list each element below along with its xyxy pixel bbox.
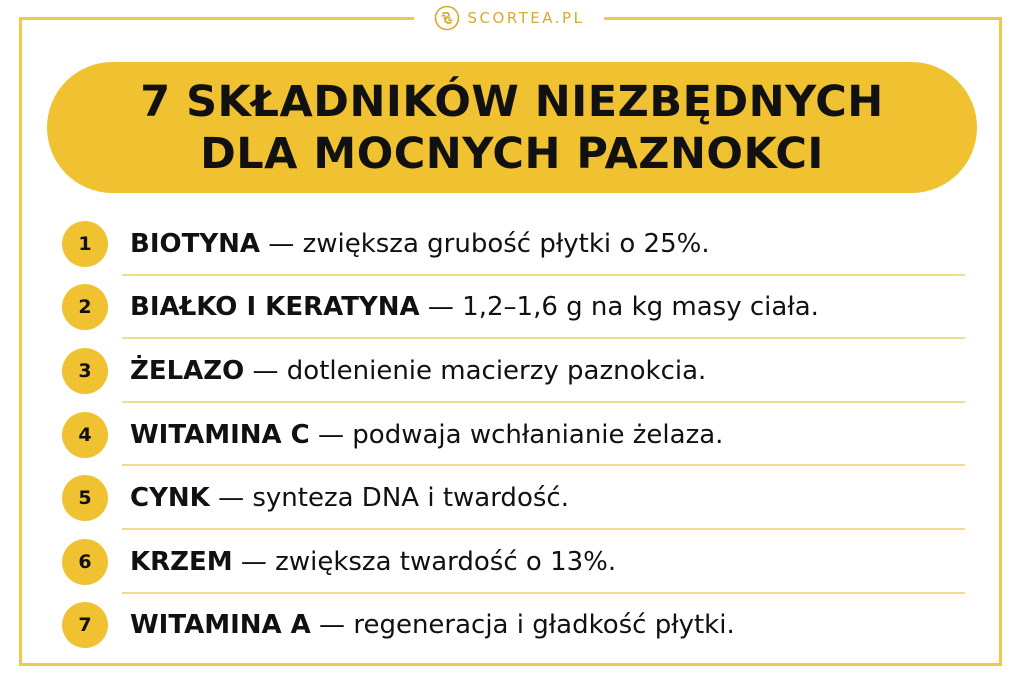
item-description: — podwaja wchłanianie żelaza.: [309, 419, 724, 450]
item-description: — 1,2–1,6 g na kg masy ciała.: [419, 292, 819, 323]
item-label: BIAŁKO I KERATYNA: [130, 292, 420, 323]
brand-name: SCORTEA.PL: [467, 9, 585, 27]
item-number-badge: 7: [62, 602, 108, 648]
list-item: [60, 403, 965, 467]
item-text: [130, 610, 735, 640]
item-text: [130, 547, 616, 577]
item-label: CYNK: [130, 483, 210, 514]
item-description: — regeneracja i gładkość płytki.: [310, 610, 735, 641]
list-item: [60, 212, 965, 276]
list-item: [60, 339, 965, 403]
list-item: [60, 594, 965, 658]
item-description: — dotlenienie macierzy paznokcia.: [244, 355, 707, 386]
item-description: — zwiększa grubość płytki o 25%.: [260, 228, 710, 259]
title-banner: [47, 62, 977, 193]
item-text: [130, 292, 819, 322]
item-description: — zwiększa twardość o 13%.: [232, 546, 617, 577]
item-text: [130, 229, 710, 259]
brand-header: [414, 0, 604, 36]
item-label: WITAMINA C: [130, 419, 310, 450]
list-item: [60, 466, 965, 530]
item-label: BIOTYNA: [130, 228, 261, 259]
item-number-badge: 1: [62, 221, 108, 267]
item-label: ŻELAZO: [130, 355, 245, 386]
item-number-badge: 4: [62, 412, 108, 458]
item-text: [130, 420, 723, 450]
item-number-badge: 2: [62, 284, 108, 330]
item-number-badge: 6: [62, 539, 108, 585]
ingredients-list: [60, 212, 965, 657]
item-number-badge: 3: [62, 348, 108, 394]
list-item: [60, 530, 965, 594]
item-label: WITAMINA A: [130, 610, 311, 641]
list-item: [60, 276, 965, 340]
item-text: [130, 356, 706, 386]
title-line-2: DLA MOCNYCH PAZNOKCI: [200, 128, 824, 179]
title-line-1: 7 SKŁADNIKÓW NIEZBĘDNYCH: [140, 76, 884, 127]
scortea-logo-icon: [434, 5, 460, 31]
item-number-badge: 5: [62, 475, 108, 521]
item-description: — synteza DNA i twardość.: [209, 483, 569, 514]
item-text: [130, 483, 569, 513]
item-label: KRZEM: [130, 546, 233, 577]
